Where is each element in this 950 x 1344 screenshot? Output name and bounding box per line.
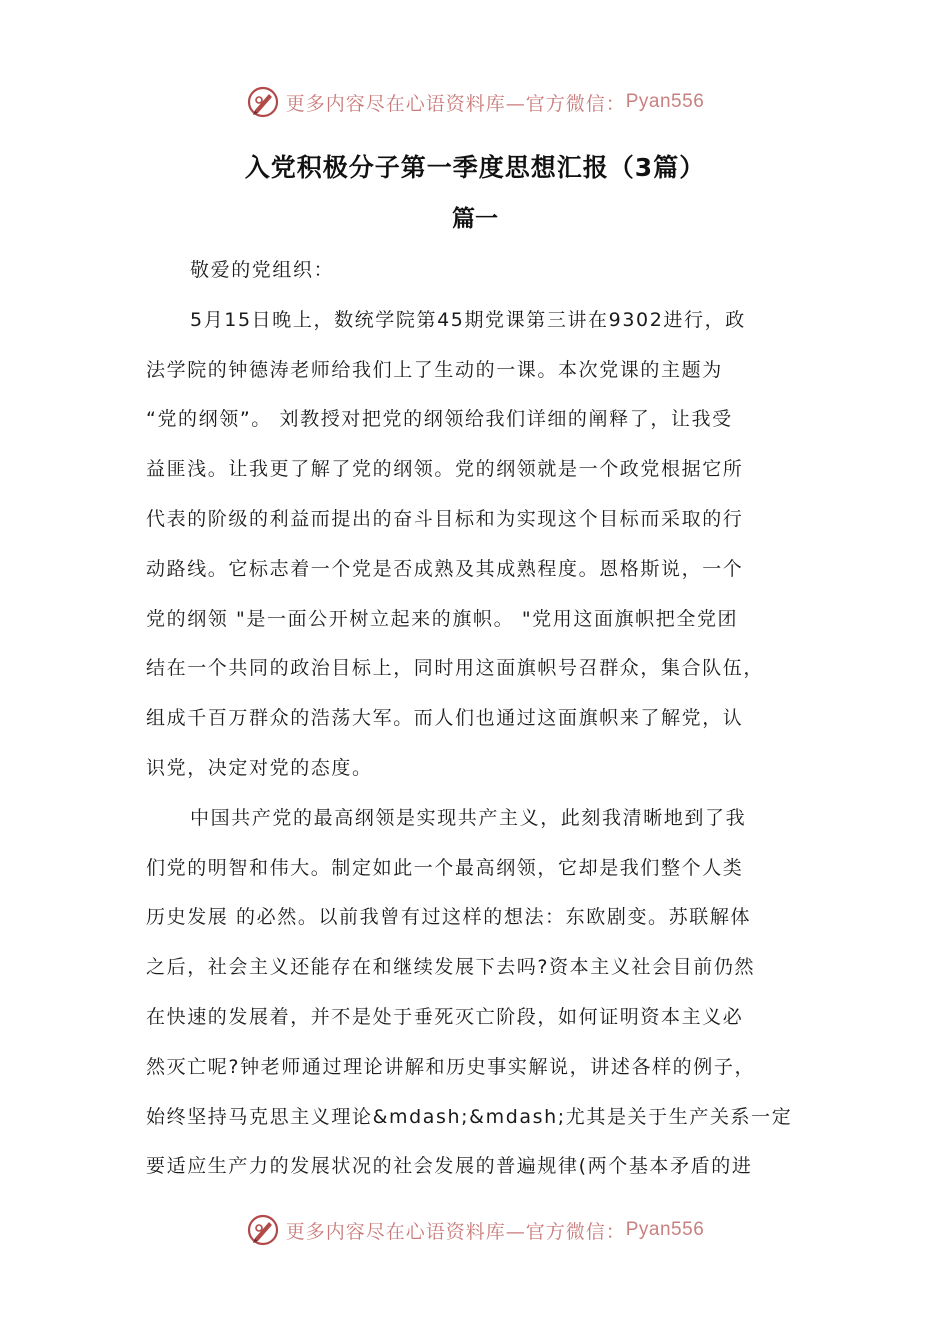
text-line: 中国共产党的最高纲领是实现共产主义，此刻我清晰地到了我	[190, 806, 747, 829]
watermark-text: 更多内容尽在心语资料库—官方微信：	[285, 1220, 626, 1243]
text-line: 结在一个共同的政治目标上，同时用这面旗帜号召群众，集合队伍，	[146, 657, 765, 680]
text-line: 要适应生产力的发展状况的社会发展的普遍规律(两个基本矛盾的进	[146, 1155, 753, 1178]
text-line: 之后，社会主义还能存在和继续发展下去吗?资本主义社会目前仍然	[146, 956, 756, 979]
text-line: 敬爱的党组织：	[190, 259, 335, 281]
text-line: 5月15日晚上，数统学院第45期党课第三讲在9302进行，政	[190, 308, 746, 331]
watermark-text: 更多内容尽在心语资料库—官方微信：	[285, 92, 626, 115]
text-line: 益匪浅。让我更了解了党的纲领。党的纲领就是一个政党根据它所	[146, 458, 744, 481]
text-line: 组成千百万群众的浩荡大军。而人们也通过这面旗帜来了解党，认	[146, 707, 744, 730]
watermark-brand: Pyan556	[625, 1219, 705, 1240]
text-line: 历史发展 的必然。以前我曾有过这样的想法：东欧剧变。苏联解体	[146, 906, 752, 929]
text-line: 然灭亡呢?钟老师通过理论讲解和历史事实解说，讲述各样的例子，	[146, 1055, 756, 1078]
text-line: 党的纲领 "是一面公开树立起来的旗帜。 "党用这面旗帜把全党团	[146, 607, 739, 630]
text-line: 始终坚持马克思主义理论&mdash;&mdash;尤其是关于生产关系一定	[146, 1105, 793, 1128]
text-line: 代表的阶级的利益而提出的奋斗目标和为实现这个目标而采取的行	[146, 507, 744, 530]
text-line: “党的纲领”。 刘教授对把党的纲领给我们详细的阐释了，让我受	[146, 408, 733, 431]
text-line: 在快速的发展着，并不是处于垂死灭亡阶段，如何证明资本主义必	[146, 1005, 744, 1028]
pen-logo-icon	[246, 1213, 280, 1247]
text-line: 动路线。它标志着一个党是否成熟及其成熟程度。恩格斯说，一个	[146, 557, 744, 580]
text-line: 识党，决定对党的态度。	[146, 756, 373, 779]
watermark-brand: Pyan556	[625, 91, 705, 112]
pen-logo-icon	[246, 85, 280, 119]
section-title: 篇一	[452, 206, 498, 232]
watermark-footer	[0, 1210, 950, 1250]
document-title: 入党积极分子第一季度思想汇报（3篇）	[244, 153, 706, 182]
text-line: 法学院的钟德涛老师给我们上了生动的一课。本次党课的主题为	[146, 358, 723, 381]
document-body	[146, 246, 806, 1192]
text-line: 们党的明智和伟大。制定如此一个最高纲领，它却是我们整个人类	[146, 856, 744, 879]
watermark-header	[0, 82, 950, 122]
